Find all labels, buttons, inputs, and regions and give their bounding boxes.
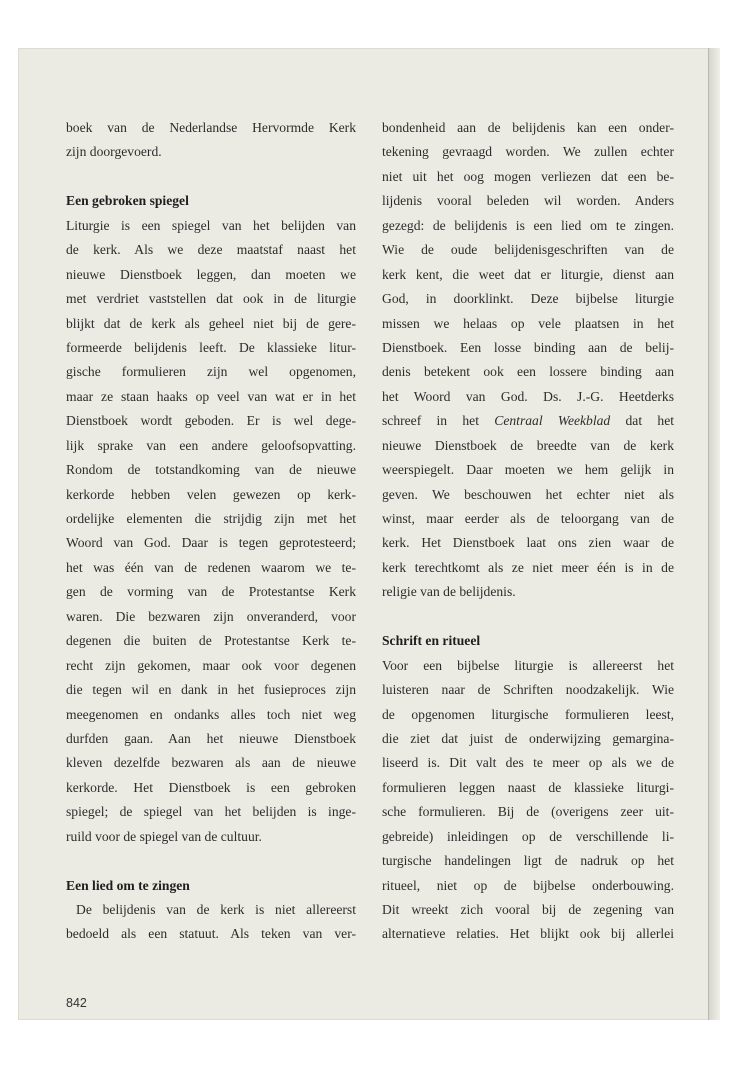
text-line: de opgenomen liturgische formulieren leest, bbox=[382, 706, 674, 722]
text-line: nieuwe Dienstboek de breedte van de kerk bbox=[382, 437, 674, 453]
text-line: zijn doorgevoerd. bbox=[66, 144, 162, 160]
text-line: geven. We beschouwen het echter niet als bbox=[382, 486, 674, 502]
text-line: turgische handelingen ligt de nadruk op het bbox=[382, 853, 674, 869]
text-line: kerk. Het Dienstboek laat ons zien waar de bbox=[382, 535, 674, 551]
text-line: ritueel, niet op de bijbelse onderbouwing. bbox=[382, 877, 674, 893]
text-line: lijk sprake van een andere geloofsopvatting. bbox=[66, 437, 356, 453]
text-line: bondenheid aan de belijdenis kan een onder- bbox=[382, 120, 674, 135]
text-line: Dit wreekt zich vooral bij de zegening van bbox=[382, 902, 674, 917]
text-line: boek van de Nederlandse Hervormde Kerk bbox=[66, 120, 356, 135]
text-line: Wie de oude belijdenisgeschriften van de bbox=[382, 242, 674, 258]
text-line: ruild voor de spiegel van de cultuur. bbox=[66, 828, 262, 844]
section-heading: Een lied om te zingen bbox=[66, 877, 190, 893]
section-heading: Een gebroken spiegel bbox=[66, 193, 189, 209]
text-line: bedoeld als een statuut. Als teken van ver- bbox=[66, 926, 356, 942]
text-line: gezegd: de belijdenis is een lied om te zingen. bbox=[382, 217, 674, 233]
text-line: degenen die buiten de Protestantse Kerk te- bbox=[66, 633, 356, 649]
text-line: durfden gaan. Aan het nieuwe Dienstboek bbox=[66, 730, 356, 746]
text-line: ordelijke elementen die strijdig zijn met het bbox=[66, 511, 356, 526]
text-line: Woord van God. Daar is tegen geprotesteerd; bbox=[66, 535, 356, 551]
publication-title: Centraal Weekblad bbox=[494, 413, 611, 429]
text-line: gische formulieren zijn wel opgenomen, bbox=[66, 364, 356, 380]
text-line: denis betekent ook een lossere binding aan bbox=[382, 364, 674, 380]
text-fragment: dat het bbox=[610, 413, 675, 429]
text-line: het Woord van God. Ds. J.-G. Heetderks bbox=[382, 388, 674, 404]
text-line: kerk kent, die weet dat er liturgie, dienst aan bbox=[382, 266, 674, 282]
text-line: waren. Die bezwaren zijn onveranderd, voor bbox=[66, 608, 356, 624]
text-line: missen we helaas op vele plaatsen in het bbox=[382, 315, 674, 331]
text-line: kleven dezelfde bezwaren als aan de nieuwe bbox=[66, 755, 356, 771]
text-line: niet uit het oog mogen verliezen dat een be- bbox=[382, 168, 674, 184]
text-line: Dienstboek. Een losse binding aan de belij- bbox=[382, 339, 674, 355]
text-line: met verdriet vaststellen dat ook in de liturgie bbox=[66, 291, 356, 307]
text-line: tekening gevraagd worden. We zullen echter bbox=[382, 144, 674, 160]
page-edge-shadow bbox=[709, 48, 720, 1020]
text-line: de kerk. Als we deze maatstaf naast het bbox=[66, 242, 356, 258]
text-line: gebreide) inleidingen op de verschillende li- bbox=[382, 828, 674, 844]
section-body bbox=[382, 434, 674, 605]
page-number: 842 bbox=[66, 996, 87, 1010]
text-line: die ziet dat juist de onderwijzing gemargina- bbox=[382, 730, 674, 746]
text-line: religie van de belijdenis. bbox=[382, 584, 516, 600]
text-line bbox=[382, 409, 674, 433]
text-line: recht zijn gekomen, maar ook voor degenen bbox=[66, 657, 356, 673]
text-line: lijdenis vooral beleden wil worden. Anders bbox=[382, 193, 674, 209]
text-line: kerkorde hebben velen gewezen op kerk- bbox=[66, 486, 356, 502]
section-heading: Schrift en ritueel bbox=[382, 633, 481, 649]
text-line: alternatieve relaties. Het blijkt ook bij allerlei bbox=[382, 926, 674, 942]
text-line: Liturgie is een spiegel van het belijden van bbox=[66, 217, 356, 233]
text-line: gen de vorming van de Protestantse Kerk bbox=[66, 584, 356, 600]
text-line: Voor een bijbelse liturgie is allereerst het bbox=[382, 657, 674, 673]
text-line: luisteren naar de Schriften noodzakelijk. Wie bbox=[382, 682, 674, 698]
text-line: formeerde belijdenis leeft. De klassieke litur- bbox=[66, 339, 356, 355]
text-line: kerkorde. Het Dienstboek is een gebroken bbox=[66, 779, 356, 795]
section-body bbox=[382, 654, 674, 947]
text-line: het was één van de redenen waarom we te- bbox=[66, 559, 356, 575]
left-column bbox=[66, 116, 356, 947]
text-line: weerspiegelt. Daar moeten we hem gelijk in bbox=[382, 462, 674, 478]
text-line: God, in doorklinkt. Deze bijbelse liturgie bbox=[382, 291, 674, 307]
text-line: sche formulieren. Bij de (overigens zeer uit- bbox=[382, 804, 674, 820]
text-line: spiegel; de spiegel van het belijden is inge- bbox=[66, 804, 356, 820]
text-line: maar ze staan haaks op veel van wat er in het bbox=[66, 388, 356, 404]
section-body bbox=[66, 214, 356, 849]
text-line: kerk terechtkomt als ze niet meer één is in de bbox=[382, 559, 674, 575]
text-line: winst, maar eerder als de teloorgang van de bbox=[382, 511, 674, 526]
text-line: Dienstboek wordt geboden. Er is wel dege- bbox=[66, 413, 356, 429]
text-line: liseerd is. Dit valt des te meer op als we de bbox=[382, 755, 674, 771]
text-line: formulieren leggen naast de klassieke liturgi- bbox=[382, 779, 674, 795]
text-line: nieuwe Dienstboek leggen, dan moeten we bbox=[66, 266, 356, 282]
text-fragment: schreef in het bbox=[382, 413, 495, 429]
text-line: die tegen wil en dank in het fusieproces zijn bbox=[66, 682, 356, 698]
text-line: blijkt dat de kerk als geheel niet bij de gere- bbox=[66, 315, 356, 331]
section-body bbox=[382, 116, 674, 409]
text-line: meegenomen en ondanks alles toch niet weg bbox=[66, 706, 356, 722]
text-line: Rondom de totstandkoming van de nieuwe bbox=[66, 462, 356, 478]
right-column bbox=[382, 116, 674, 947]
text-line: De belijdenis van de kerk is niet allereerst bbox=[76, 902, 356, 917]
